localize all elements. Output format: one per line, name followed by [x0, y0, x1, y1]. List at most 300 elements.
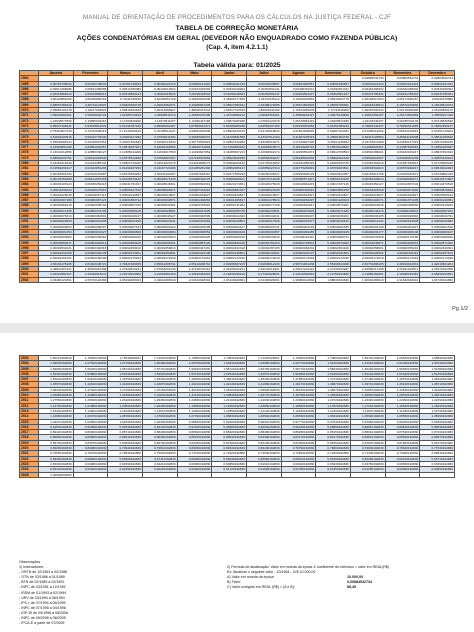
- coefficient-cell: 2,29017210324: [281, 266, 316, 271]
- year-cell: 1975: [20, 134, 39, 139]
- coefficient-cell: 0,00000062501: [73, 214, 108, 219]
- coefficient-cell: 0,75830192830: [108, 451, 143, 456]
- coefficient-cell: 1,12160192830: [316, 408, 351, 413]
- coefficient-cell: 0,00000935704: [73, 203, 108, 208]
- coefficient-cell: 0,83570192830: [73, 440, 108, 445]
- year-cell: 1987: [20, 198, 39, 203]
- example-label: B) Fator:: [227, 580, 241, 585]
- coefficient-cell: 0,00002175203: [108, 256, 143, 261]
- coefficient-cell: 1,24190192830: [212, 398, 247, 403]
- coefficient-cell: 1,68530192830: [39, 361, 74, 366]
- notes-left: [19, 560, 219, 626]
- coefficient-cell: 0,00390251011: [246, 86, 281, 91]
- coefficient-cell: 1,50640192830: [39, 377, 74, 382]
- coefficient-cell: 2,22870910382: [108, 272, 143, 277]
- coefficient-cell: 0,97080192830: [350, 419, 385, 424]
- coefficient-cell: 0,00515012934: [420, 166, 455, 171]
- coefficient-cell: 0,95027108241: [39, 123, 74, 128]
- indexer-note: - IRSM de 01/1993 a 02/1994: [19, 590, 67, 595]
- coefficient-cell: 1,16040192830: [420, 403, 455, 408]
- coefficient-cell: 1,68990192830: [420, 356, 455, 361]
- coefficient-cell: 0,89640192830: [385, 424, 420, 429]
- coefficient-cell: 0,00002832018: [212, 240, 247, 245]
- coefficient-cell: 1,06530192830: [281, 414, 316, 419]
- coefficient-cell: 0,89810192830: [350, 424, 385, 429]
- coefficient-cell: 0,65710192830: [420, 456, 455, 461]
- coefficient-cell: 2,68537489213: [39, 102, 74, 107]
- indexer-note: - INPC de 09/2006 a 06/2009: [19, 616, 66, 621]
- month-header: Fevereiro: [73, 71, 108, 76]
- coefficient-cell: 0,00000079213: [39, 214, 74, 219]
- coefficient-cell: 1,84730192830: [420, 277, 455, 282]
- coefficient-cell: 0,49023117290: [108, 134, 143, 139]
- coefficient-cell: 1,07591220478: [246, 118, 281, 123]
- coefficient-cell: 0,00000009604: [39, 224, 74, 229]
- coefficient-cell: 0,00002231501: [316, 251, 351, 256]
- year-cell: 2009: [20, 387, 39, 392]
- coefficient-cell: 0,81370192830: [420, 440, 455, 445]
- coefficient-cell: 1,59420192830: [73, 366, 108, 371]
- coefficient-cell: 1,70680192830: [177, 356, 212, 361]
- coefficient-cell: 0,83090192830: [108, 440, 143, 445]
- indexer-note: - BTN de 02/1989 a 02/1991: [19, 580, 65, 585]
- coefficient-cell: 0,00002619827: [177, 192, 212, 197]
- coefficient-cell: 1,16540192830: [385, 403, 420, 408]
- coefficient-cell: 0,00000046509: [177, 214, 212, 219]
- coefficient-cell: 0,00000372105: [73, 208, 108, 213]
- coefficient-cell: 0,64590192830: [108, 461, 143, 466]
- coefficient-cell: 1,22390192830: [420, 398, 455, 403]
- coefficient-cell: 0,00002252801: [142, 251, 177, 256]
- coefficient-cell: 0,00002640871: [350, 240, 385, 245]
- coefficient-cell: 2,01117093523: [73, 108, 108, 113]
- coefficient-cell: 1,05090192830: [420, 414, 455, 419]
- coefficient-cell: 0,00378150294: [108, 171, 143, 176]
- coefficient-cell: 0,00003971902: [385, 187, 420, 192]
- coefficient-cell: 3,86429856152: [39, 97, 74, 102]
- coefficient-cell: 0,65330192830: [39, 461, 74, 466]
- example-label: A) Valor em moeda da época:: [227, 575, 275, 580]
- coefficient-cell: 3,86429856152: [73, 97, 108, 102]
- coefficient-cell: 2,05884104178: [39, 108, 74, 113]
- coefficient-cell: [212, 472, 247, 477]
- year-cell: 2003: [20, 356, 39, 361]
- coefficient-cell: 0,00000023820: [39, 219, 74, 224]
- coefficient-cell: 1,33280192830: [73, 393, 108, 398]
- coefficient-cell: 0,91341057160: [108, 123, 143, 128]
- coefficient-cell: 1,91820928301: [385, 277, 420, 282]
- coefficient-cell: 0,00512286086: [39, 86, 74, 91]
- coefficient-cell: 0,00018904215: [281, 182, 316, 187]
- coefficient-cell: 0,46185020372: [177, 134, 212, 139]
- coefficient-cell: 0,05168201239: [385, 155, 420, 160]
- coefficient-cell: 0,00000036201: [316, 214, 351, 219]
- coefficient-cell: 2,01430928301: [246, 277, 281, 282]
- coefficient-cell: 0,05892102148: [316, 155, 351, 160]
- coefficient-cell: 0,60900192830: [385, 467, 420, 472]
- coefficient-cell: 0,89000192830: [73, 430, 108, 435]
- coefficient-cell: 2,14210392810: [281, 272, 316, 277]
- coefficient-cell: 0,01167720183: [142, 166, 177, 171]
- coefficient-cell: 0,43327512190: [246, 134, 281, 139]
- coefficient-cell: 0,00290118543: [142, 92, 177, 97]
- coefficient-cell: 0,00002936201: [142, 240, 177, 245]
- coefficient-cell: 0,89584502187: [142, 123, 177, 128]
- coefficient-cell: 1,50160192830: [73, 377, 108, 382]
- coefficient-cell: 2,26091023871: [385, 266, 420, 271]
- year-cell: 2016: [20, 424, 39, 429]
- coefficient-cell: 0,86350192830: [142, 435, 177, 440]
- page-marker: Pg 1/2: [452, 306, 468, 312]
- year-cell: 2021: [20, 451, 39, 456]
- coefficient-cell: 0,00184012765: [350, 171, 385, 176]
- year-cell: 1999: [20, 261, 39, 266]
- coefficient-cell: [246, 472, 281, 477]
- coefficient-cell: 0,97770192830: [281, 419, 316, 424]
- coefficient-cell: 0,38064119208: [385, 134, 420, 139]
- coefficient-cell: 0,84170192830: [281, 435, 316, 440]
- coefficient-cell: 0,00003050217: [39, 240, 74, 245]
- coefficient-cell: 2,37618201239: [142, 266, 177, 271]
- year-cell: 2010: [20, 393, 39, 398]
- coefficient-cell: 0,36841208510: [420, 134, 455, 139]
- coefficient-cell: 0,00264501247: [316, 92, 351, 97]
- coefficient-cell: 0,66290192830: [350, 456, 385, 461]
- coefficient-cell: 2,37418702310: [177, 266, 212, 271]
- coefficient-cell: 1,37150192830: [142, 387, 177, 392]
- coefficient-cell: 1,61910192830: [350, 361, 385, 366]
- coefficient-cell: 0,81850192830: [316, 440, 351, 445]
- coefficient-cell: 0,63720015842: [246, 129, 281, 134]
- coefficient-cell: 0,68051002638: [177, 129, 212, 134]
- coefficient-cell: 0,72840192830: [281, 451, 316, 456]
- coefficient-cell: [316, 472, 351, 477]
- coefficient-cell: 1,36509182327: [281, 113, 316, 118]
- coefficient-cell: 1,71210928301: [246, 356, 281, 361]
- example-value: 88,45: [347, 585, 356, 590]
- coefficient-cell: 2,36108102231: [212, 266, 247, 271]
- coefficient-cell: 1,12240192830: [246, 408, 281, 413]
- year-cell: 2018: [20, 435, 39, 440]
- coefficient-cell: 0,86188265038: [212, 123, 247, 128]
- coefficient-cell: 0,07248301562: [177, 155, 212, 160]
- coefficient-cell: 0,00000048127: [142, 214, 177, 219]
- notes-heading: Observações: [19, 560, 41, 564]
- coefficient-cell: [385, 472, 420, 477]
- coefficient-cell: 1,30520192830: [350, 393, 385, 398]
- coefficient-cell: 0,02280153740: [316, 161, 351, 166]
- coefficient-cell: 0,88320192830: [177, 430, 212, 435]
- coefficient-cell: 0,84170192830: [316, 435, 351, 440]
- coefficient-cell: 1,25502917418: [420, 113, 455, 118]
- coefficient-cell: 0,72143026910: [108, 129, 143, 134]
- coefficient-cell: 0,82100192830: [246, 440, 281, 445]
- coefficient-cell: 0,61720192830: [212, 467, 247, 472]
- coefficient-cell: 0,00332498302: [350, 86, 385, 91]
- coefficient-cell: 0,01726508230: [420, 161, 455, 166]
- coefficient-cell: 1,52400192830: [316, 371, 351, 376]
- coefficient-cell: 0,00001071205: [385, 198, 420, 203]
- coefficient-cell: 1,65750192830: [177, 361, 212, 366]
- coefficient-cell: 0,00135150208: [39, 176, 74, 181]
- coefficient-cell: 0,10683902174: [246, 150, 281, 155]
- year-cell: 1995: [20, 240, 39, 245]
- year-cell: 1972: [20, 118, 39, 123]
- coefficient-cell: 0,00000005209: [177, 224, 212, 229]
- coefficient-cell: 0,24765211908: [350, 139, 385, 144]
- example-value: 0,00884542734: [347, 580, 372, 585]
- coefficient-cell: 1,00390192830: [142, 419, 177, 424]
- year-cell: 2005: [20, 366, 39, 371]
- coefficient-cell: 3,62284557109: [142, 97, 177, 102]
- indexer-note: - INPC de 07/1995 a 04/1996: [19, 605, 66, 610]
- coefficient-cell: 0,63650192830: [385, 461, 420, 466]
- coefficient-cell: 2,05740192380: [73, 277, 108, 282]
- coefficient-cell: 1,45570192830: [39, 382, 74, 387]
- coefficient-cell: 0,00000048127: [108, 214, 143, 219]
- coefficient-cell: 1,44280192830: [108, 382, 143, 387]
- coefficient-cell: 0,11499827051: [177, 150, 212, 155]
- year-cell: 1986: [20, 192, 39, 197]
- coefficient-cell: 0,00000325501: [142, 208, 177, 213]
- coefficient-cell: 0,62000192830: [177, 467, 212, 472]
- coefficient-cell: 0,31990718423: [142, 139, 177, 144]
- coefficient-cell: 0,00002355210: [385, 245, 420, 250]
- coefficient-cell: 0,00000418209: [420, 203, 455, 208]
- coefficient-cell: 1,11260192830: [385, 408, 420, 413]
- coefficient-cell: 0,00632501823: [350, 166, 385, 171]
- coefficient-cell: 0,06923810456: [212, 155, 247, 160]
- coefficient-cell: 2,26590217308: [350, 266, 385, 271]
- coefficient-cell: 0,00002619827: [281, 192, 316, 197]
- coefficient-cell: 2,27230109287: [316, 266, 351, 271]
- coefficient-cell: 0,63120192830: [39, 467, 74, 472]
- coefficient-cell: 0,80030192830: [177, 446, 212, 451]
- coefficient-cell: 0,00001408263: [177, 198, 212, 203]
- coefficient-cell: 1,70830192830: [212, 356, 247, 361]
- coefficient-cell: 3,49615022548: [177, 97, 212, 102]
- coefficient-cell: 0,01423851296: [73, 166, 108, 171]
- year-cell: 2006: [20, 371, 39, 376]
- coefficient-cell: 0,00001860712: [108, 198, 143, 203]
- coefficient-cell: 1,34870192830: [350, 387, 385, 392]
- coefficient-cell: 1,42718066214: [212, 113, 247, 118]
- coefficient-cell: 0,09182015217: [385, 150, 420, 155]
- coefficient-cell: 0,00015354127: [350, 182, 385, 187]
- coefficient-cell: 0,00002234901: [246, 251, 281, 256]
- coefficient-cell: 0,00521621324: [350, 81, 385, 86]
- coefficient-cell: 0,66360192830: [177, 456, 212, 461]
- coefficient-cell: 1,04370192830: [39, 419, 74, 424]
- coefficient-cell: 1,88520011541: [177, 108, 212, 113]
- coefficient-cell: 0,00053326014: [350, 176, 385, 181]
- coefficient-cell: [142, 472, 177, 477]
- year-cell: 1984: [20, 182, 39, 187]
- coefficient-cell: 1,38710192830: [420, 382, 455, 387]
- coefficient-cell: 0,00000014102: [350, 219, 385, 224]
- coefficient-cell: 0,00231785401: [350, 92, 385, 97]
- coefficient-cell: 0,00250408127: [246, 171, 281, 176]
- coefficient-cell: 0,00000000018: [212, 235, 247, 240]
- year-cell: 1976: [20, 139, 39, 144]
- coefficient-cell: 0,00001632571: [142, 198, 177, 203]
- coefficient-cell: 0,00000033105: [350, 214, 385, 219]
- coefficient-cell: 1,28210192830: [420, 393, 455, 398]
- coefficient-cell: 0,00315896213: [73, 92, 108, 97]
- coefficient-cell: 0,08509102751: [39, 155, 74, 160]
- coefficient-cell: 0,00000000034: [142, 235, 177, 240]
- coefficient-cell: 0,00002728501: [281, 240, 316, 245]
- year-cell: 1993: [20, 229, 39, 234]
- coefficient-cell: 0,00002172018: [142, 256, 177, 261]
- coefficient-cell: 0,11085307213: [212, 150, 247, 155]
- coefficient-cell: [177, 472, 212, 477]
- coefficient-cell: 0,00002619827: [246, 192, 281, 197]
- coefficient-cell: 0,00000021208: [108, 219, 143, 224]
- coefficient-cell: 0,06248012503: [281, 155, 316, 160]
- coefficient-cell: 1,49750192830: [108, 377, 143, 382]
- year-cell: 1996: [20, 245, 39, 250]
- coefficient-cell: 1,05318064319: [281, 118, 316, 123]
- coefficient-cell: 1,11870192830: [350, 408, 385, 413]
- coefficient-cell: 2,48190012831: [385, 261, 420, 266]
- coefficient-cell: 0,00570948217: [385, 166, 420, 171]
- coefficient-cell: 1,80519044162: [246, 108, 281, 113]
- coefficient-cell: 0,00307629410: [177, 171, 212, 176]
- coefficient-cell: 0,00419215087: [73, 171, 108, 176]
- coefficient-cell: 1,48640192830: [212, 377, 247, 382]
- coefficient-cell: 1,47430192830: [316, 377, 351, 382]
- month-header: Outubro: [350, 71, 385, 76]
- coefficient-cell: 0,00002238801: [212, 251, 247, 256]
- year-cell: 2002: [20, 277, 39, 282]
- coefficient-cell: 2,62930812109: [246, 261, 281, 266]
- month-header: Julho: [246, 71, 281, 76]
- coefficient-cell: 0,79823440157: [350, 123, 385, 128]
- coefficient-cell: 0,02491058326: [281, 161, 316, 166]
- coefficient-cell: 0,92530192830: [108, 424, 143, 429]
- coefficient-cell: 0,03234508172: [177, 161, 212, 166]
- coefficient-cell: 1,13510192830: [142, 408, 177, 413]
- indexer-note: - ORTN de 10/1964 a 02/1986: [19, 570, 68, 575]
- coefficient-cell: 2,42018301204: [420, 261, 455, 266]
- coefficient-cell: 0,61250192830: [350, 467, 385, 472]
- coefficient-cell: 0,89530192830: [420, 424, 455, 429]
- coefficient-cell: 0,80340192830: [212, 446, 247, 451]
- coefficient-cell: 0,83870192830: [420, 435, 455, 440]
- coefficient-cell: 0,00002273201: [108, 251, 143, 256]
- coefficient-cell: 1,15430192830: [39, 408, 74, 413]
- coefficient-cell: 0,64980192830: [73, 461, 108, 466]
- coefficient-cell: 1,14873511027: [142, 118, 177, 123]
- coefficient-cell: 1,26180192830: [108, 398, 143, 403]
- coefficient-cell: 0,00000039007: [281, 214, 316, 219]
- year-cell: 2022: [20, 456, 39, 461]
- coefficient-cell: 1,32390192830: [108, 393, 143, 398]
- coefficient-cell: 0,00000171630: [316, 208, 351, 213]
- coefficient-cell: 0,00025822019: [177, 182, 212, 187]
- coefficient-cell: 2,65143208710: [177, 261, 212, 266]
- coefficient-cell: [108, 472, 143, 477]
- year-cell: 1974: [20, 129, 39, 134]
- coefficient-cell: 1,44810192830: [73, 382, 108, 387]
- coefficient-cell: 0,00149802415: [420, 171, 455, 176]
- coefficient-cell: 1,62770192830: [281, 361, 316, 366]
- coefficient-cell: 0,00002531021: [39, 245, 74, 250]
- coefficient-cell: 0,78320192830: [385, 446, 420, 451]
- coefficient-cell: [350, 472, 385, 477]
- coefficient-cell: 1,24660192830: [177, 398, 212, 403]
- coefficient-cell: 1,53440192830: [108, 371, 143, 376]
- coefficient-cell: 1,69540192830: [385, 356, 420, 361]
- coefficient-cell: 0,03514820175: [142, 161, 177, 166]
- coefficient-cell: 0,57208319402: [350, 129, 385, 134]
- coefficient-cell: 0,00011238104: [39, 187, 74, 192]
- coefficient-cell: 0,00000001516: [420, 224, 455, 229]
- coefficient-cell: 0,61501638820: [281, 129, 316, 134]
- coefficient-cell: 0,00000000840: [108, 229, 143, 234]
- coefficient-cell: 0,00000000062: [73, 235, 108, 240]
- coefficient-cell: 0,00002368201: [281, 245, 316, 250]
- coefficient-cell: 0,00000201829: [281, 208, 316, 213]
- coefficient-cell: 2,88172940157: [385, 97, 420, 102]
- coefficient-cell: 0,00000000225: [316, 229, 351, 234]
- coefficient-cell: 0,00059130165: [316, 176, 351, 181]
- coefficient-cell: 0,89880192830: [316, 424, 351, 429]
- coefficient-cell: 0,44720831556: [212, 134, 247, 139]
- coefficient-cell: 0,93390192830: [73, 424, 108, 429]
- year-cell: 1967: [20, 92, 39, 97]
- coefficient-cell: 0,00000144172: [350, 208, 385, 213]
- coefficient-cell: 0,65920418376: [212, 129, 247, 134]
- coefficient-cell: 0,68300192830: [108, 456, 143, 461]
- coefficient-cell: 0,00002242108: [177, 251, 212, 256]
- validity-label: Tabela válida para: 01/2025: [193, 62, 281, 69]
- coefficient-cell: 0,86150192830: [177, 435, 212, 440]
- coefficient-cell: 1,37810192830: [73, 387, 108, 392]
- coefficient-cell: 1,56720192830: [212, 366, 247, 371]
- coefficient-cell: 0,00003288721: [316, 235, 351, 240]
- coefficient-cell: 0,76550192830: [39, 451, 74, 456]
- coefficient-cell: 1,52570192830: [246, 371, 281, 376]
- coefficient-cell: 0,90230192830: [281, 424, 316, 429]
- coefficient-cell: 0,90640192830: [246, 424, 281, 429]
- coefficient-cell: 0,94520192830: [39, 424, 74, 429]
- coefficient-cell: 0,00013837102: [385, 182, 420, 187]
- coefficient-cell: 0,12856330127: [73, 150, 108, 155]
- coefficient-cell: 0,88280192830: [281, 430, 316, 435]
- coefficient-cell: 1,99960192830: [281, 277, 316, 282]
- table-row: [20, 472, 455, 477]
- coefficient-cell: 2,84163178105: [39, 261, 74, 266]
- coefficient-cell: 1,19630192830: [177, 403, 212, 408]
- coefficient-cell: 1,49000192830: [177, 377, 212, 382]
- year-cell: 2013: [20, 408, 39, 413]
- coefficient-cell: 1,30840192830: [212, 393, 247, 398]
- coefficient-cell: 0,00000000357: [246, 229, 281, 234]
- coefficient-cell: 0,73762908315: [73, 129, 108, 134]
- coefficient-cell: 0,88150192830: [316, 430, 351, 435]
- coefficient-cell: 1,84517720319: [212, 108, 247, 113]
- year-cell: 1970: [20, 108, 39, 113]
- coefficient-cell: 1,33980192830: [39, 393, 74, 398]
- coefficient-cell: 0,62390192830: [108, 467, 143, 472]
- coefficient-cell: 0,00000982019: [39, 203, 74, 208]
- coefficient-cell: 1,56630192830: [316, 366, 351, 371]
- coefficient-cell: 1,19895034261: [73, 118, 108, 123]
- coefficient-cell: 0,00000010982: [420, 219, 455, 224]
- coefficient-cell: 0,00001104071: [350, 198, 385, 203]
